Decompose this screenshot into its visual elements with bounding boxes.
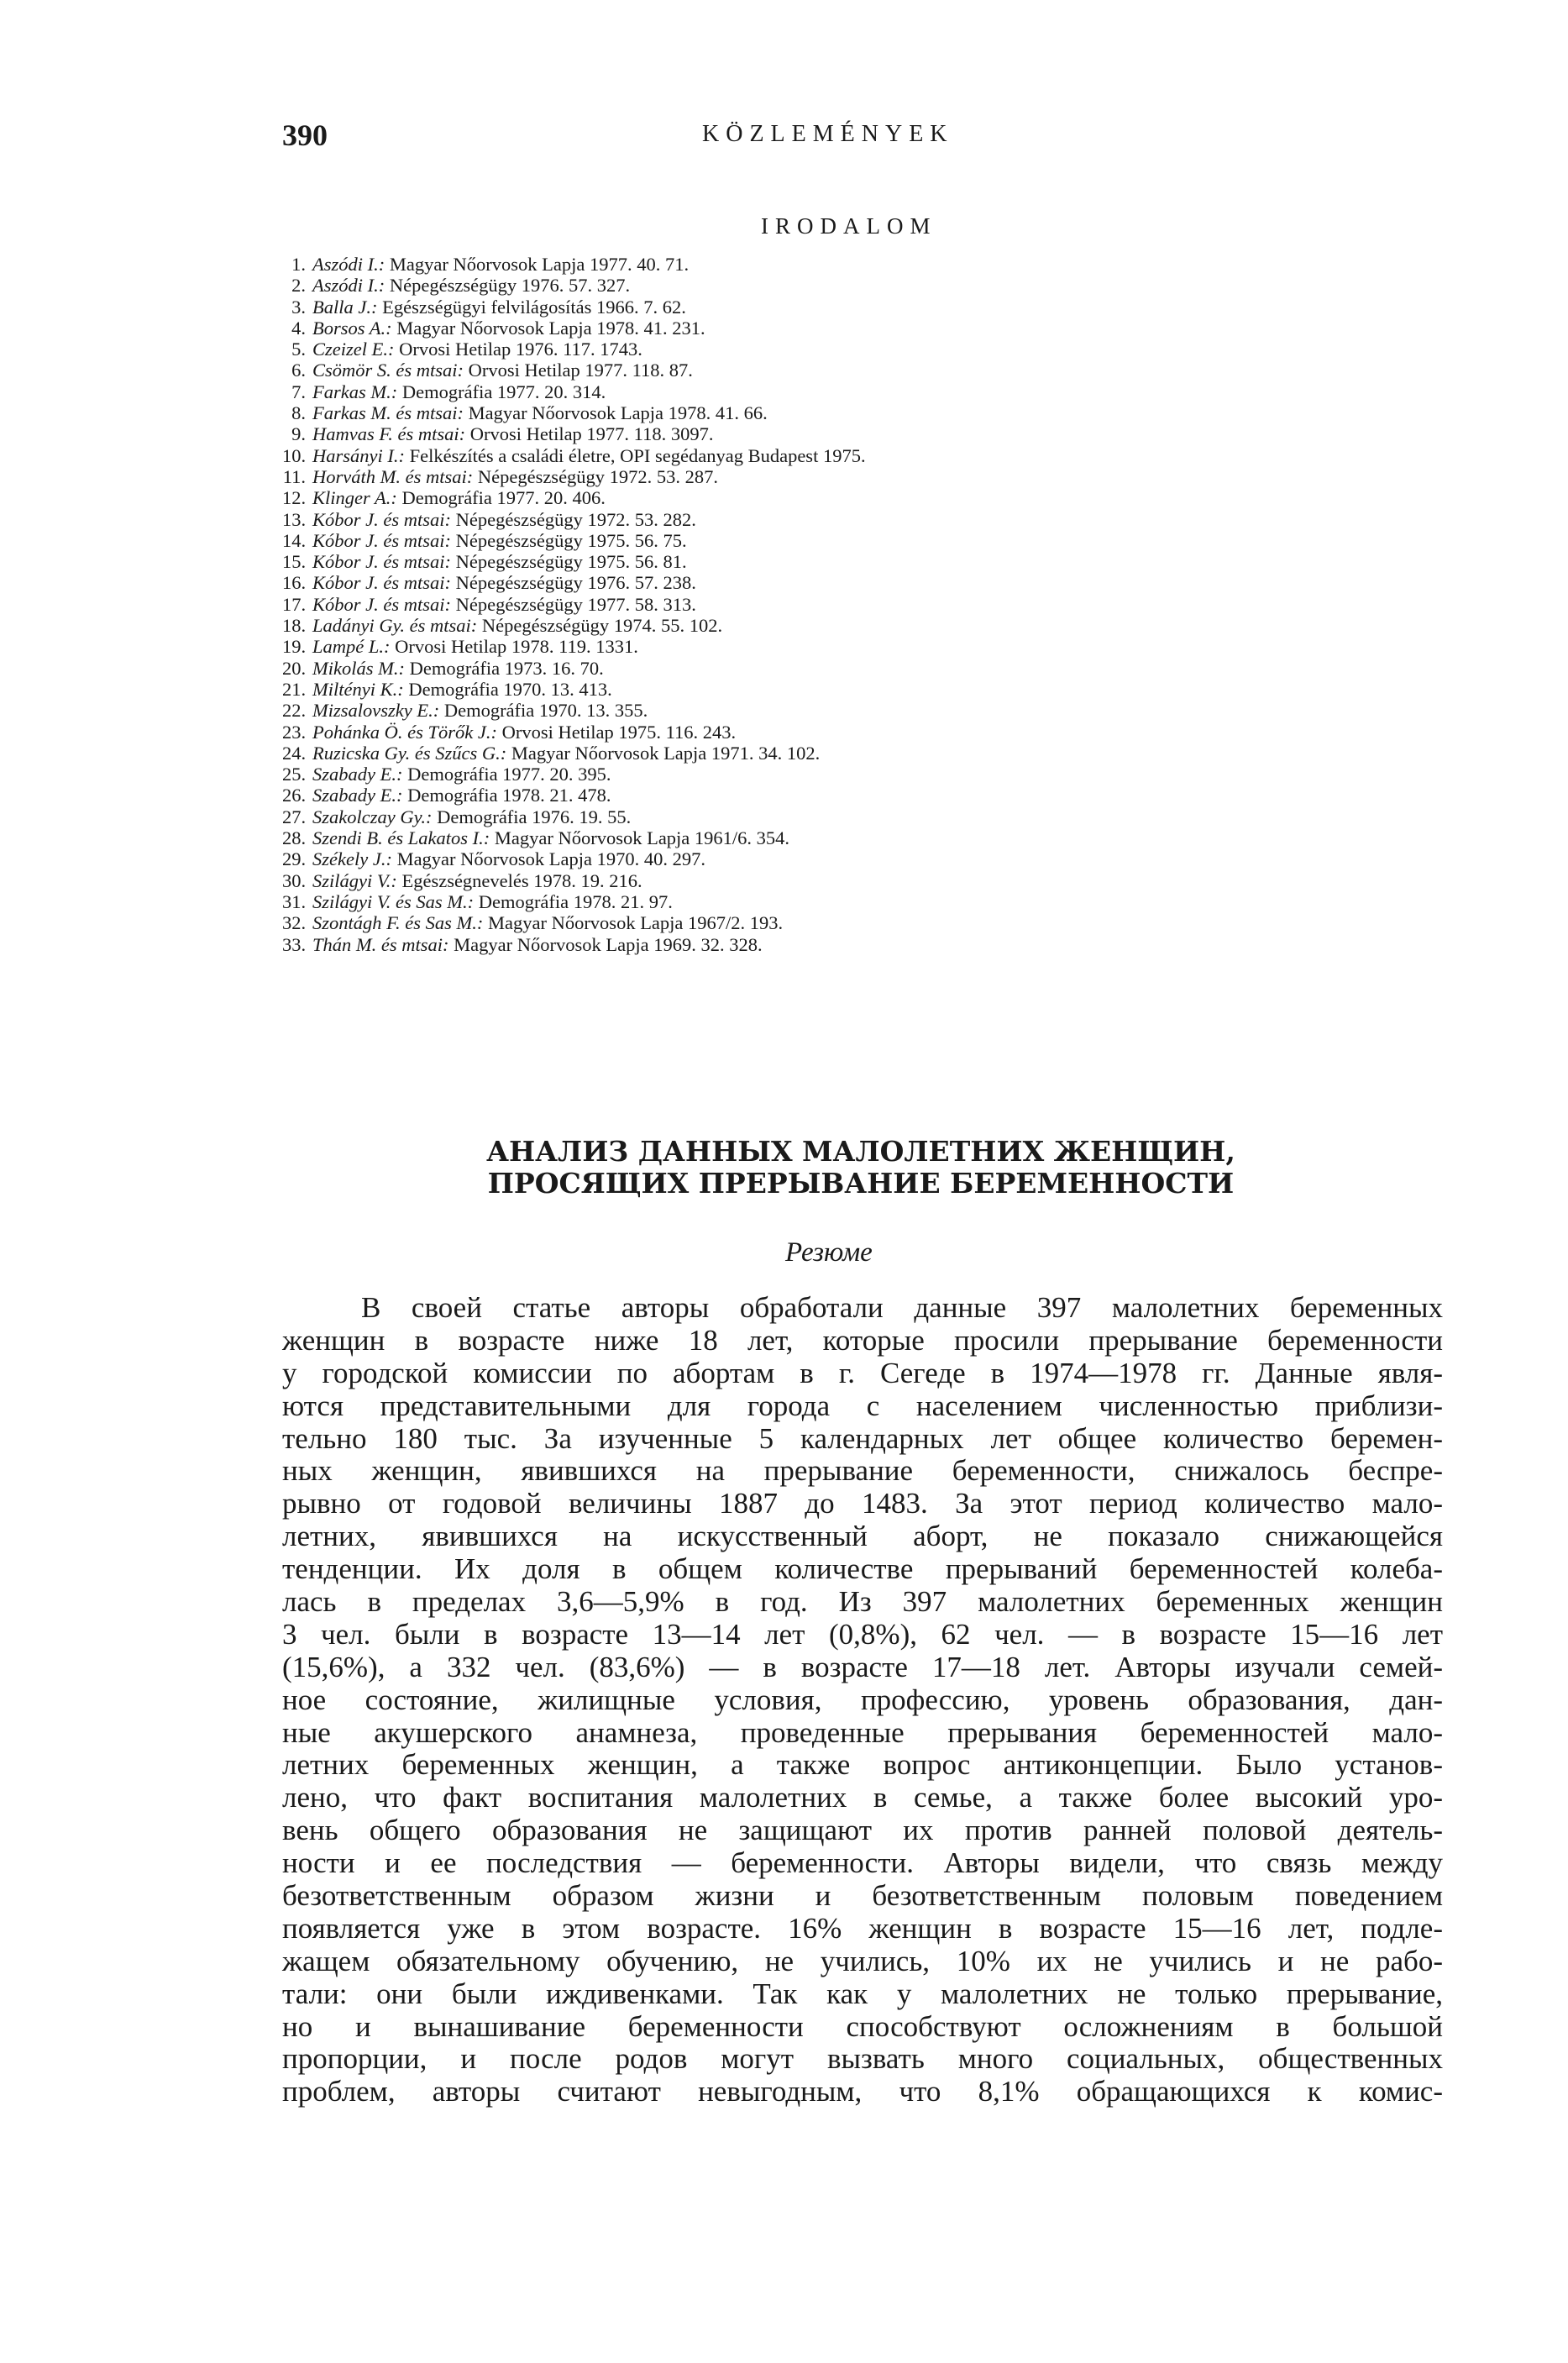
reference-number: 16. <box>282 572 307 594</box>
reference-author: Klinger A.: <box>312 487 397 509</box>
reference-number: 12. <box>282 487 307 509</box>
reference-source: Demográfia 1978. 21. 97. <box>478 890 673 912</box>
body-line: но и вынашивание беременности способствуют осложнениям в большой <box>282 2009 1443 2043</box>
body-line: рывно от годовой величины 1887 до 1483. За этот период количество мало- <box>282 1487 1443 1520</box>
body-line: летних беременных женщин, а также вопрос антиконцепции. Было установ- <box>282 1748 1443 1782</box>
reference-number: 3. <box>291 296 306 318</box>
reference-author: Thán M. és mtsai: <box>312 933 449 955</box>
reference-source: Felkészítés a családi életre, OPI segédanyag Budapest 1975. <box>409 444 866 466</box>
running-title: KÖZLEMÉNYEK <box>702 121 954 147</box>
reference-author: Mizsalovszky E.: <box>312 700 440 722</box>
reference-number: 7. <box>291 381 306 402</box>
reference-source: Demográfia 1977. 20. 314. <box>401 381 606 402</box>
reference-item <box>282 912 1408 933</box>
reference-number: 30. <box>282 869 307 891</box>
body-line: ное состояние, жилищные условия, профессию, уровень образования, дан- <box>282 1683 1443 1716</box>
body-line: ности и ее последствия — беременности. Авторы видели, что связь между <box>282 1846 1443 1880</box>
reference-number: 8. <box>291 402 306 424</box>
reference-source: Népegészségügy 1974. 55. 102. <box>481 615 723 637</box>
reference-author: Aszódi I.: <box>312 254 385 275</box>
reference-item <box>282 466 1408 487</box>
reference-number: 29. <box>282 848 307 870</box>
reference-number: 33. <box>282 933 307 955</box>
reference-source: Demográfia 1977. 20. 395. <box>407 764 611 785</box>
reference-source: Népegészségügy 1976. 57. 327. <box>389 275 631 297</box>
reference-item <box>282 509 1408 530</box>
reference-source: Népegészségügy 1972. 53. 287. <box>477 465 719 487</box>
reference-source: Demográfia 1970. 13. 413. <box>408 678 612 700</box>
reference-item <box>282 658 1408 679</box>
body-line: вень общего образования не защищают их против ранней половой деятель- <box>282 1814 1443 1847</box>
reference-item <box>282 423 1408 444</box>
reference-number: 23. <box>282 721 307 743</box>
reference-source: Demográfia 1973. 16. 70. <box>409 657 604 679</box>
reference-source: Demográfia 1977. 20. 406. <box>401 487 606 509</box>
reference-author: Szabady E.: <box>312 785 403 806</box>
reference-item <box>282 743 1408 764</box>
reference-number: 14. <box>282 529 307 551</box>
reference-item <box>282 572 1408 593</box>
reference-source: Magyar Nőorvosok Lapja 1971. 34. 102. <box>511 742 821 764</box>
reference-item <box>282 530 1408 551</box>
reference-number: 13. <box>282 508 307 530</box>
body-line: летних, явившихся на искусственный аборт, не показало снижающейся <box>282 1520 1443 1553</box>
reference-source: Demográfia 1970. 13. 355. <box>443 700 648 722</box>
body-line: появляется уже в этом возрасте. 16% женщин в возрасте 15—16 лет, подле- <box>282 1911 1443 1945</box>
reference-number: 25. <box>282 764 307 785</box>
reference-number: 24. <box>282 742 307 764</box>
reference-author: Mikolás M.: <box>312 657 405 679</box>
reference-item <box>282 297 1408 318</box>
reference-number: 19. <box>282 636 307 658</box>
reference-author: Szilágyi V. és Sas M.: <box>312 890 475 912</box>
reference-number: 18. <box>282 615 307 637</box>
reference-item <box>282 722 1408 743</box>
reference-item <box>282 848 1408 869</box>
reference-source: Magyar Nőorvosok Lapja 1970. 40. 297. <box>396 848 706 870</box>
reference-number: 1. <box>291 254 306 275</box>
reference-author: Szontágh F. és Sas M.: <box>312 912 484 934</box>
body-line: проблем, авторы считают невыгодным, что 8,1% обращающихся к комис- <box>282 2075 1443 2108</box>
reference-author: Ladányi Gy. és mtsai: <box>312 615 478 637</box>
reference-number: 4. <box>291 317 306 339</box>
reference-item <box>282 339 1408 360</box>
reference-source: Magyar Nőorvosok Lapja 1978. 41. 231. <box>396 317 705 339</box>
body-line: тенденции. Их доля в общем количестве прерываний беременностей колеба- <box>282 1552 1443 1586</box>
body-line: жащем обязательному обучению, не учились, 10% их не учились и не рабо- <box>282 1944 1443 1977</box>
reference-number: 27. <box>282 806 307 827</box>
reference-author: Kóbor J. és mtsai: <box>312 551 451 573</box>
reference-author: Lampé L.: <box>312 636 391 658</box>
reference-author: Ruzicska Gy. és Szűcs G.: <box>312 742 507 764</box>
reference-source: Orvosi Hetilap 1978. 119. 1331. <box>395 636 638 658</box>
reference-item <box>282 318 1408 339</box>
body-line: 3 чел. были в возрасте 13—14 лет (0,8%), 62 чел. — в возрасте 15—16 лет <box>282 1617 1443 1651</box>
reference-author: Aszódi I.: <box>312 275 385 297</box>
reference-source: Demográfia 1978. 21. 478. <box>407 785 611 806</box>
reference-source: Magyar Nőorvosok Lapja 1967/2. 193. <box>487 912 784 934</box>
reference-source: Magyar Nőorvosok Lapja 1961/6. 354. <box>494 827 790 849</box>
reference-item <box>282 679 1408 700</box>
page-number: 390 <box>282 118 328 152</box>
reference-number: 15. <box>282 551 307 573</box>
reference-item <box>282 934 1408 955</box>
reference-source: Orvosi Hetilap 1977. 118. 87. <box>468 360 693 381</box>
reference-number: 5. <box>291 339 306 360</box>
body-line: безответственным образом жизни и безответственным половым поведением <box>282 1879 1443 1913</box>
reference-author: Farkas M.: <box>312 381 398 402</box>
reference-author: Borsos A.: <box>312 317 392 339</box>
reference-author: Kóbor J. és mtsai: <box>312 593 451 615</box>
body-line: ных женщин, явившихся на прерывание беременности, снижалось беспре- <box>282 1454 1443 1488</box>
reference-source: Magyar Nőorvosok Lapja 1969. 32. 328. <box>454 933 763 955</box>
reference-source: Magyar Nőorvosok Lapja 1977. 40. 71. <box>389 254 690 275</box>
reference-author: Hamvas F. és mtsai: <box>312 423 466 445</box>
reference-author: Kóbor J. és mtsai: <box>312 529 451 551</box>
reference-item <box>282 402 1408 423</box>
reference-number: 28. <box>282 827 307 849</box>
page-header <box>282 118 1450 160</box>
summary-heading: Резюме <box>785 1237 873 1268</box>
reference-author: Horváth M. és mtsai: <box>312 465 474 487</box>
reference-item <box>282 700 1408 721</box>
body-line: тельно 180 тыс. За изученные 5 календарных лет общее количество беремен- <box>282 1421 1443 1455</box>
reference-number: 2. <box>291 275 306 297</box>
reference-number: 11. <box>282 465 306 487</box>
reference-number: 9. <box>291 423 306 445</box>
reference-item <box>282 827 1408 848</box>
references-heading: IRODALOM <box>761 213 937 239</box>
reference-item <box>282 275 1408 296</box>
reference-author: Farkas M. és mtsai: <box>312 402 464 424</box>
reference-item <box>282 445 1408 466</box>
body-line: тали: они были иждивенками. Так как у малолетних не только прерывание, <box>282 1977 1443 2010</box>
reference-author: Kóbor J. és mtsai: <box>312 508 451 530</box>
reference-source: Népegészségügy 1975. 56. 81. <box>455 551 687 573</box>
reference-item <box>282 487 1408 508</box>
reference-number: 17. <box>282 593 307 615</box>
reference-item <box>282 615 1408 636</box>
reference-list <box>282 254 1408 955</box>
reference-author: Szendi B. és Lakatos I.: <box>312 827 490 849</box>
reference-source: Egészségügyi felvilágosítás 1966. 7. 62. <box>382 296 686 318</box>
summary-body <box>282 1292 1443 2108</box>
reference-item <box>282 594 1408 615</box>
reference-number: 20. <box>282 657 307 679</box>
article-title <box>437 1136 1285 1200</box>
reference-source: Orvosi Hetilap 1976. 117. 1743. <box>399 339 642 360</box>
body-line: лась в пределах 3,6—5,9% в год. Из 397 малолетних беременных женщин <box>282 1585 1443 1619</box>
article-title-line-2: ПРОСЯЩИХ ПРЕРЫВАНИЕ БЕРЕМЕННОСТИ <box>487 1167 1235 1200</box>
reference-number: 26. <box>282 785 307 806</box>
reference-number: 6. <box>291 360 306 381</box>
reference-source: Orvosi Hetilap 1977. 118. 3097. <box>469 423 714 445</box>
reference-number: 21. <box>282 678 307 700</box>
body-line: у городской комиссии по абортам в г. Сегеде в 1974—1978 гг. Данные явля- <box>282 1356 1443 1389</box>
body-line: пропорции, и после родов могут вызвать много социальных, общественных <box>282 2042 1443 2076</box>
reference-number: 31. <box>282 890 307 912</box>
reference-author: Szabady E.: <box>312 764 403 785</box>
reference-source: Népegészségügy 1972. 53. 282. <box>455 508 696 530</box>
reference-source: Egészségnevelés 1978. 19. 216. <box>401 869 642 891</box>
reference-author: Szilágyi V.: <box>312 869 397 891</box>
reference-number: 22. <box>282 700 307 722</box>
reference-source: Népegészségügy 1976. 57. 238. <box>455 572 696 594</box>
reference-item <box>282 636 1408 657</box>
reference-item <box>282 551 1408 572</box>
reference-author: Czeizel E.: <box>312 339 395 360</box>
reference-source: Demográfia 1976. 19. 55. <box>437 806 632 827</box>
reference-item <box>282 785 1408 806</box>
body-line: лено, что факт воспитания малолетних в семье, а также более высокий уро- <box>282 1781 1443 1814</box>
body-line: ются представительными для города с населением численностью приблизи- <box>282 1389 1443 1422</box>
reference-number: 32. <box>282 912 307 934</box>
reference-author: Pohánka Ö. és Törők J.: <box>312 721 497 743</box>
article-title-line-1: АНАЛИЗ ДАННЫХ МАЛОЛЕТНИХ ЖЕНЩИН, <box>486 1135 1235 1168</box>
reference-source: Magyar Nőorvosok Lapja 1978. 41. 66. <box>468 402 768 424</box>
reference-item <box>282 381 1408 402</box>
reference-author: Harsányi I.: <box>312 444 405 466</box>
reference-source: Népegészségügy 1975. 56. 75. <box>455 529 687 551</box>
reference-item <box>282 360 1408 381</box>
reference-item <box>282 806 1408 827</box>
reference-item <box>282 254 1408 275</box>
reference-author: Csömör S. és mtsai: <box>312 360 464 381</box>
body-line: (15,6%), а 332 чел. (83,6%) — в возрасте 17—18 лет. Авторы изучали семей- <box>282 1650 1443 1683</box>
reference-author: Kóbor J. és mtsai: <box>312 572 451 594</box>
body-line: женщин в возрасте ниже 18 лет, которые просили прерывание беременности <box>282 1323 1443 1357</box>
reference-author: Székely J.: <box>312 848 392 870</box>
reference-source: Orvosi Hetilap 1975. 116. 243. <box>501 721 737 743</box>
body-line: В своей статье авторы обработали данные 397 малолетних беременных <box>361 1291 1443 1324</box>
reference-source: Népegészségügy 1977. 58. 313. <box>455 593 696 615</box>
reference-author: Szakolczay Gy.: <box>312 806 433 827</box>
reference-item <box>282 891 1408 912</box>
reference-number: 10. <box>282 444 307 466</box>
reference-item <box>282 764 1408 785</box>
reference-item <box>282 870 1408 891</box>
body-line: ные акушерского анамнеза, проведенные прерывания беременностей мало- <box>282 1715 1443 1749</box>
reference-author: Balla J.: <box>312 296 378 318</box>
reference-author: Miltényi K.: <box>312 678 404 700</box>
